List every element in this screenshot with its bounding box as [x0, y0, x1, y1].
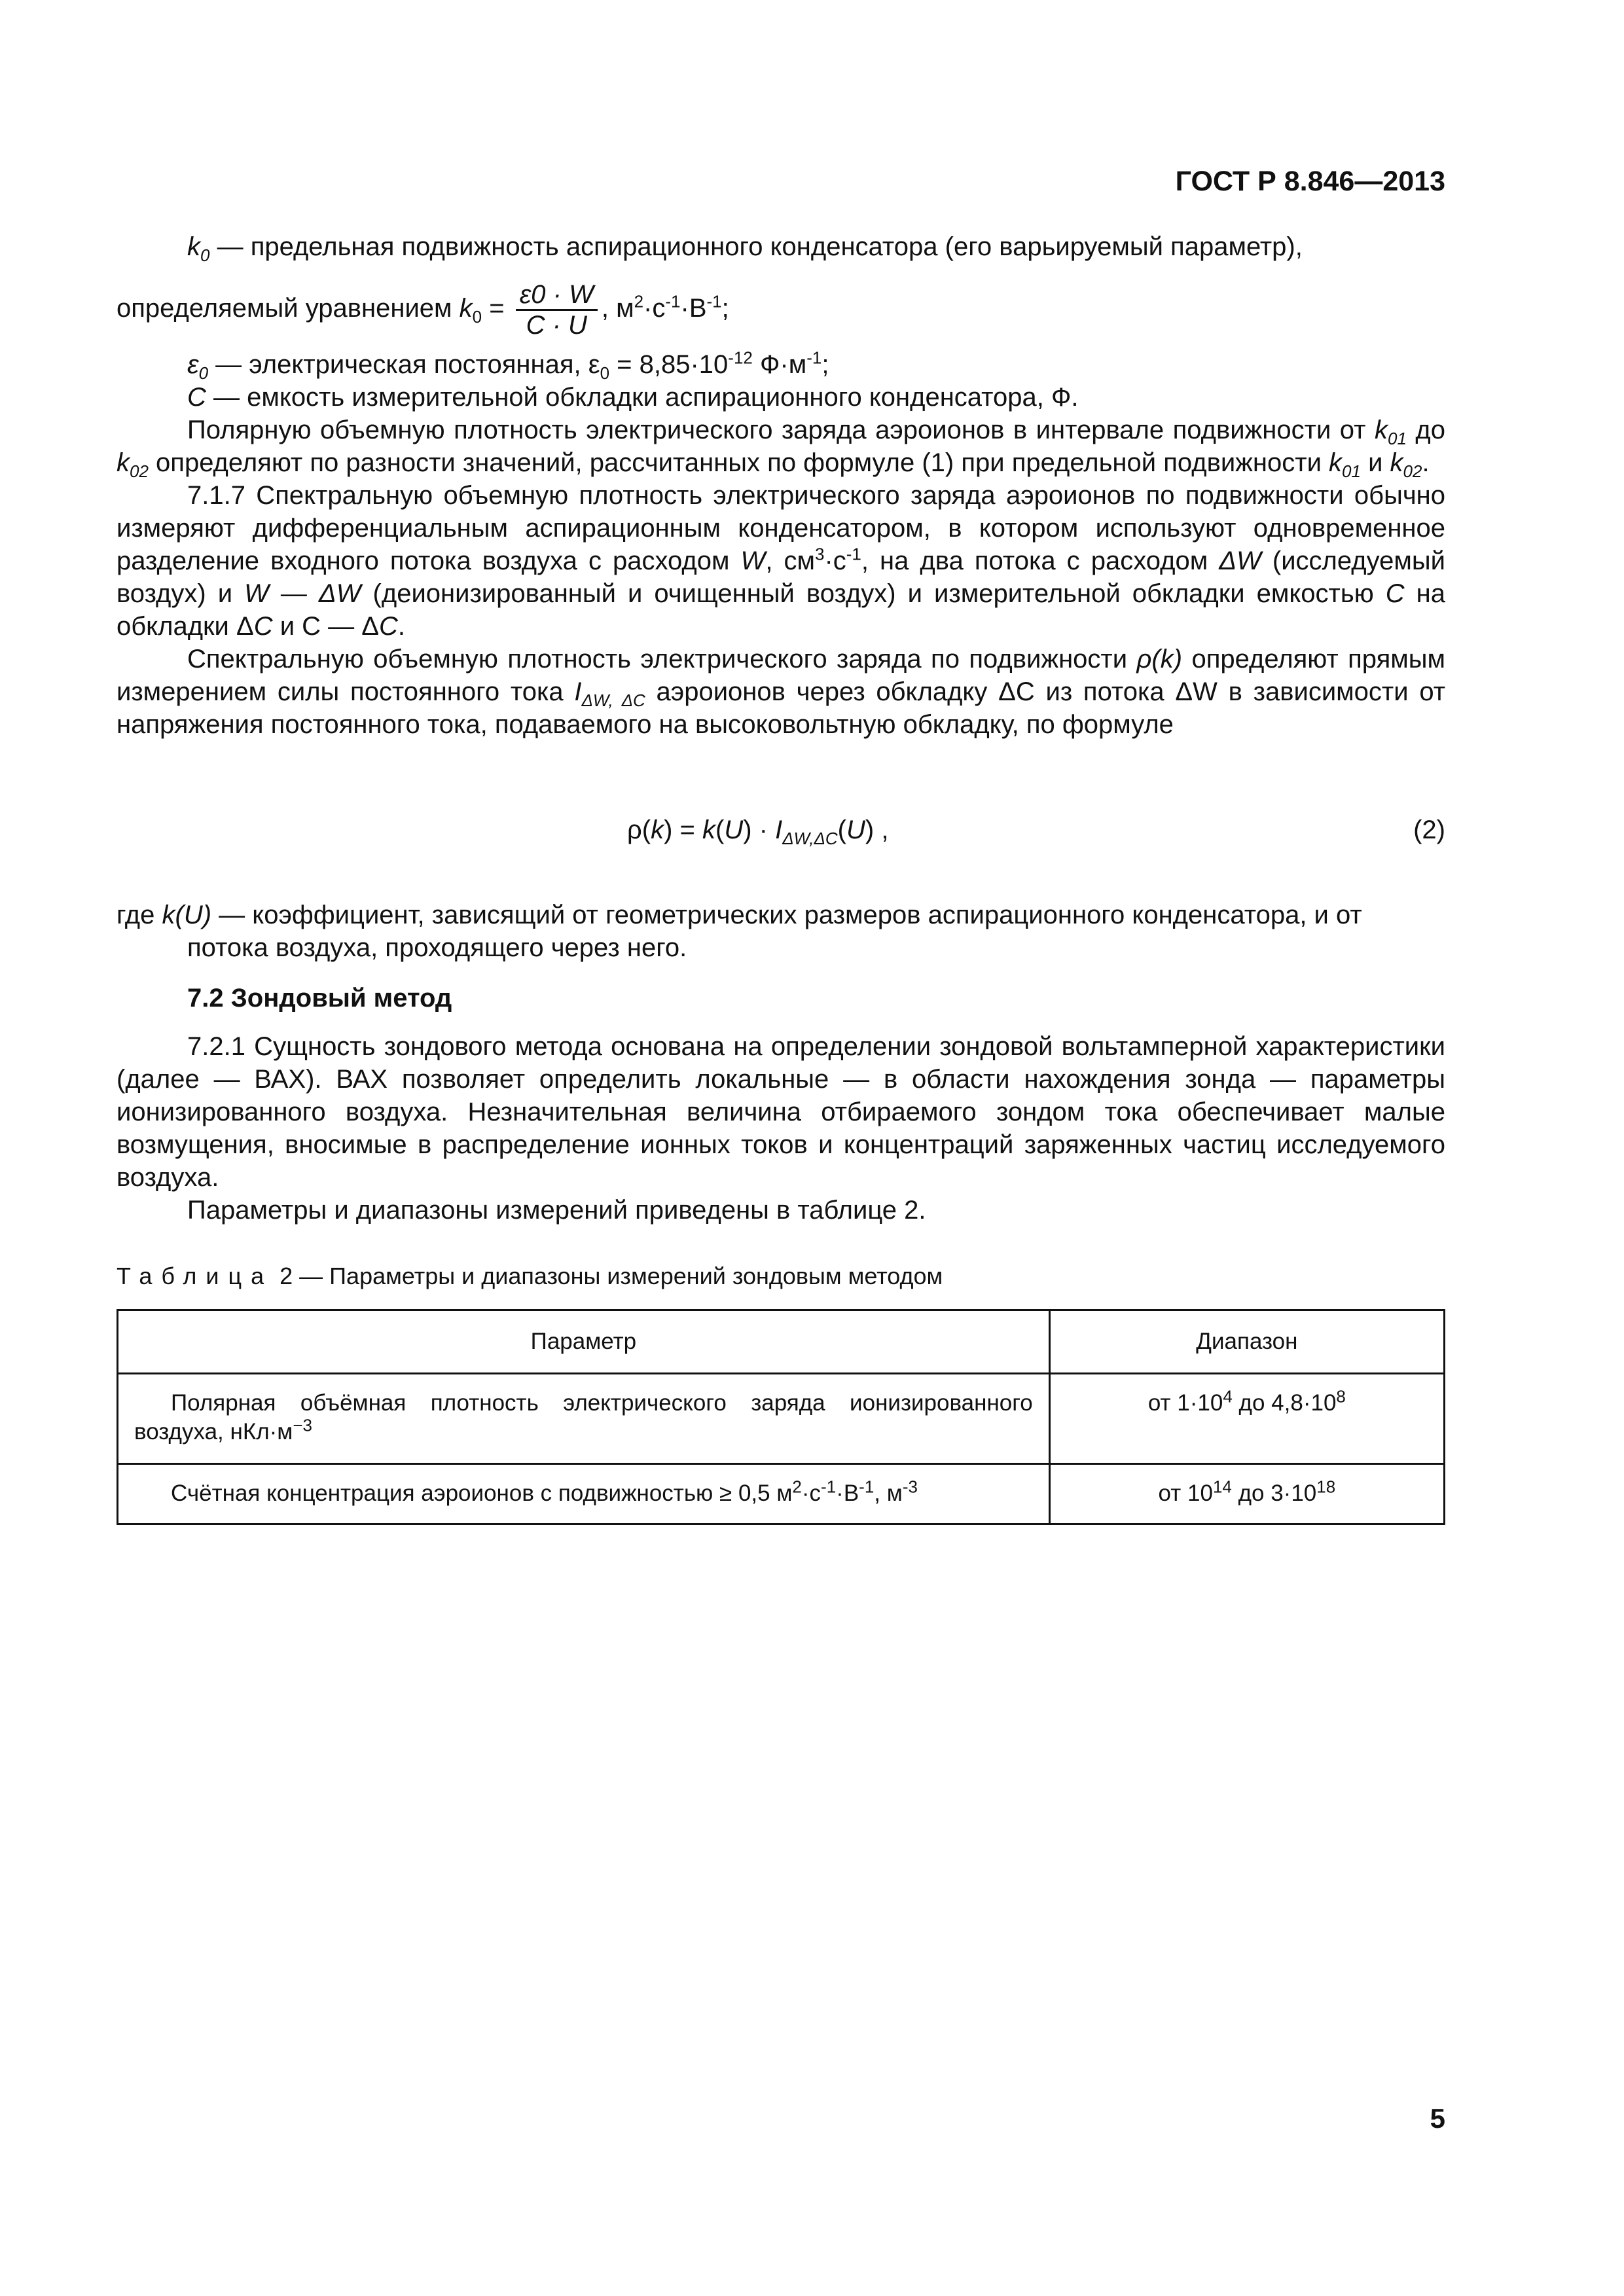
document-id: ГОСТ Р 8.846—2013 — [1175, 166, 1445, 197]
k0-definition-line1: $k_0$ — предельная подвижность аспирационного конденсатора (его варьируемый параметр), — [187, 232, 1303, 265]
table-header-row — [118, 1310, 1445, 1374]
table-cell-range: от $1\cdot 10^4$ до $4,8\cdot 10^8$ — [1049, 1374, 1444, 1464]
section-7-2 — [117, 982, 1445, 1227]
section-7-2-heading: 7.2 Зондовый метод — [187, 984, 452, 1013]
kU-definition-line2: потока воздуха, проходящего через него. — [187, 933, 687, 962]
C-definition: C — емкость измерительной обкладки аспирационного конденсатора, Ф. — [187, 383, 1079, 412]
eps0-definition: $\varepsilon_0$ — электрическая постоянная, $\varepsilon_0 = 8,85\cdot 10^{-12}$ $Ф\cdot м^{-1}$; — [187, 348, 829, 383]
k0-fraction: $\frac{\varepsilon 0 \cdot W}{C \cdot U}$ — [516, 280, 598, 340]
k0-equation: определяемый уравнением $k_0$ = $\frac{\varepsilon 0 \cdot W}{C \cdot U}$ , $м^2\cdot с^{-1}\cdot В^{-1}$; — [117, 279, 729, 340]
where-block — [117, 899, 1445, 964]
k0-equation-line — [117, 274, 1445, 346]
params-reference-paragraph: Параметры и диапазоны измерений приведены в таблице 2. — [187, 1196, 926, 1225]
polar-density-paragraph: Полярную объемную плотность электрического заряда аэроионов в интервале подвижности от $k_{01}$ до $k_{02}$ определяют по разности значений, рассчитанных по формуле (1) при предельной подвижности $k_{01}$ и $k_{02}$. — [117, 416, 1446, 481]
table-header-range: Диапазон — [1049, 1310, 1444, 1374]
k0-definition — [117, 230, 1445, 263]
formula-2-number: (2) — [1413, 816, 1445, 844]
table-header-param: Параметр — [118, 1310, 1050, 1374]
spectral-density-paragraph: Спектральную объемную плотность электрического заряда по подвижности ρ(k) определяют прямым измерением силы постоянного тока $I_{\Delta W, \Delta C}$ аэроионов через обкладку ΔС из потока ΔW в зависимости от напряжения постоянного тока, подаваемого на высоковольтную обкладку, по формуле — [117, 645, 1446, 739]
table-2 — [117, 1309, 1445, 1525]
table-2-caption: Таблица 2 — Параметры и диапазоны измерений зондовым методом — [117, 1263, 943, 1289]
table-cell-param: Полярная объёмная плотность электрического заряда ионизированного воздуха, $нКл\cdot м^{-3}$ — [118, 1374, 1050, 1464]
section-7-2-1-paragraph: 7.2.1 Сущность зондового метода основана на определении зондовой вольтамперной характеристики (далее — ВАХ). ВАХ позволяет определить локальные — в области нахождения зонда — параметры ионизированного воздуха. Незначительная величина отбираемого зондом тока обеспечивает малые возмущения, вносимые в распределение ионных токов и концентраций заряженных частиц исследуемого воздуха. — [117, 1032, 1445, 1192]
section-7-1-7-paragraph: 7.1.7 Спектральную объемную плотность электрического заряда аэроионов по подвижности обычно измеряют дифференциальным аспирационным конденсатором, в котором используют одновременное разделение входного потока воздуха с расходом W, $см^3\cdot с^{-1}$, на два потока с расходом ΔW (исследуемый воздух) и W — ΔW (деионизированный и очищенный воздух) и измерительной обкладки емкостью C на обкладки ΔC и С — ΔC. — [117, 481, 1445, 641]
formula-2-expression: $\rho(k) = k(U) \cdot I_{\Delta W,\Delta C}(U)$ , — [627, 816, 889, 848]
definitions-block — [117, 348, 1445, 741]
table-cell-param: Счётная концентрация аэроионов с подвижностью ≥ 0,5 $м^2\cdot с^{-1}\cdot В^{-1}$, $м^{-3}$ — [118, 1464, 1050, 1524]
page-number: 5 — [1430, 2103, 1445, 2134]
formula-2 — [117, 814, 1445, 853]
table-row — [118, 1374, 1445, 1464]
table-row — [118, 1464, 1445, 1524]
table-cell-range: от $10^{14}$ до $3\cdot 10^{18}$ — [1049, 1464, 1444, 1524]
k0-symbol: $k_0$ — [187, 232, 210, 265]
kU-definition: где k(U) — коэффициент, зависящий от геометрических размеров аспирационного конденсатора, и от — [117, 901, 1362, 929]
